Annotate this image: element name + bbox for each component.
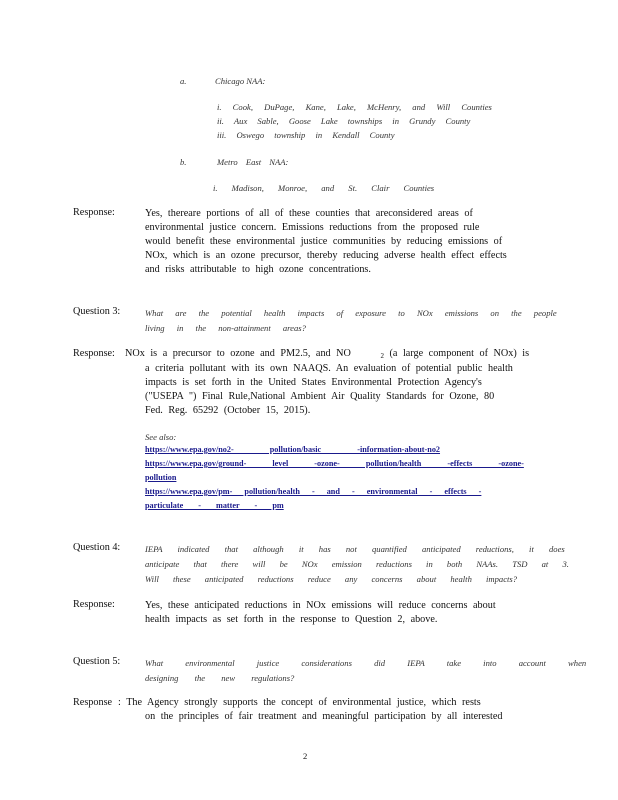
link-pm-health-effects-cont[interactable]: particulate - matter - pm: [145, 501, 284, 510]
response-label: Response:: [73, 207, 115, 218]
outline-a-item-1: i. Cook, DuPage, Kane, Lake, McHenry, and Will Counties: [217, 102, 492, 112]
response-1-line: and risks attributable to high ozone concentrations.: [145, 264, 371, 275]
question-5-label: Question 5:: [73, 656, 121, 667]
response-3-line: Yes, these anticipated reductions in NOx emissions will reduce concerns about: [145, 600, 496, 611]
see-also-label: See also:: [145, 432, 177, 442]
response-label: Response:: [73, 348, 115, 359]
outline-b-title: Metro East NAA:: [217, 157, 289, 167]
question-4-line: Will these anticipated reductions reduce any concerns about health impacts?: [145, 574, 518, 584]
response-3-line: health impacts as set forth in the response to Question 2, above.: [145, 614, 438, 625]
response-2-first-line-b: (a large component of NOx) is: [389, 348, 530, 359]
link-ozone-health-effects-cont[interactable]: pollution: [145, 473, 177, 482]
outline-a-item-3: iii. Oswego township in Kendall County: [217, 130, 395, 140]
question-4-line: IEPA indicated that although it has not quantified anticipated reductions, it does: [145, 544, 565, 554]
link-ozone-health-effects[interactable]: https://www.epa.gov/ground- level -ozone- pollution/health -effects -ozone-: [145, 459, 524, 468]
question-5-line: What environmental justice considerations did IEPA take into account when: [145, 658, 587, 668]
response-4-line: on the principles of fair treatment and meaningful participation by all interested: [145, 711, 503, 722]
response-2-first-line-a: NOx is a precursor to ozone and PM2.5, and NO: [125, 348, 351, 359]
response-2-line: ("USEPA ") Final Rule,National Ambient Air Quality Standards for Ozone, 80: [145, 391, 495, 402]
response-label: Response: [73, 697, 113, 708]
outline-b-item-1: i. Madison, Monroe, and St. Clair Counties: [213, 183, 435, 193]
response-1-body: [145, 207, 535, 277]
outline-b-label: b.: [180, 157, 187, 167]
link-pm-health-effects[interactable]: https://www.epa.gov/pm- pollution/health - and - environmental - effects -: [145, 487, 482, 496]
response-2-line: Fed. Reg. 65292 (October 15, 2015).: [145, 405, 311, 416]
question-3-line: What are the potential health impacts of exposure to NOx emissions on the people: [145, 308, 557, 318]
question-4-label: Question 4:: [73, 542, 121, 553]
response-2-body: [145, 362, 540, 418]
question-3-line: living in the non-attainment areas?: [145, 323, 306, 333]
outline-a-item-2: ii. Aux Sable, Goose Lake townships in Grundy County: [217, 116, 471, 126]
outline-a-title: Chicago NAA:: [215, 76, 266, 86]
response-1-line: environmental justice concern. Emissions reductions from the proposed rule: [145, 222, 480, 233]
question-4-line: anticipate that there will be NOx emission reductions in both NAAs. TSD at 3.: [145, 559, 569, 569]
outline-a-label: a.: [180, 76, 187, 86]
response-label: Response:: [73, 599, 115, 610]
response-1-line: NOx, which is an ozone precursor, thereby reducing adverse health effect effects: [145, 250, 507, 261]
page-number: 2: [303, 751, 308, 761]
subscript-2: 2: [380, 352, 384, 360]
question-5-line: designing the new regulations?: [145, 673, 295, 683]
response-2-line: impacts is set forth in the United States Environmental Protection Agency's: [145, 377, 482, 388]
response-4-line: : The Agency strongly supports the concept of environmental justice, which rests: [118, 697, 481, 708]
response-2-line: a criteria pollutant with its own NAAQS. An evaluation of potential public health: [145, 363, 513, 374]
question-3-label: Question 3:: [73, 306, 121, 317]
link-no2-pollution[interactable]: https://www.epa.gov/no2- pollution/basic -information-about-no2: [145, 445, 441, 454]
response-1-line: would benefit these environmental justice communities by reducing emissions of: [145, 236, 503, 247]
response-3-body: [145, 599, 525, 627]
response-2-first-line: [125, 348, 529, 362]
response-1-line: Yes, thereare portions of all of these counties that areconsidered areas of: [145, 208, 473, 219]
